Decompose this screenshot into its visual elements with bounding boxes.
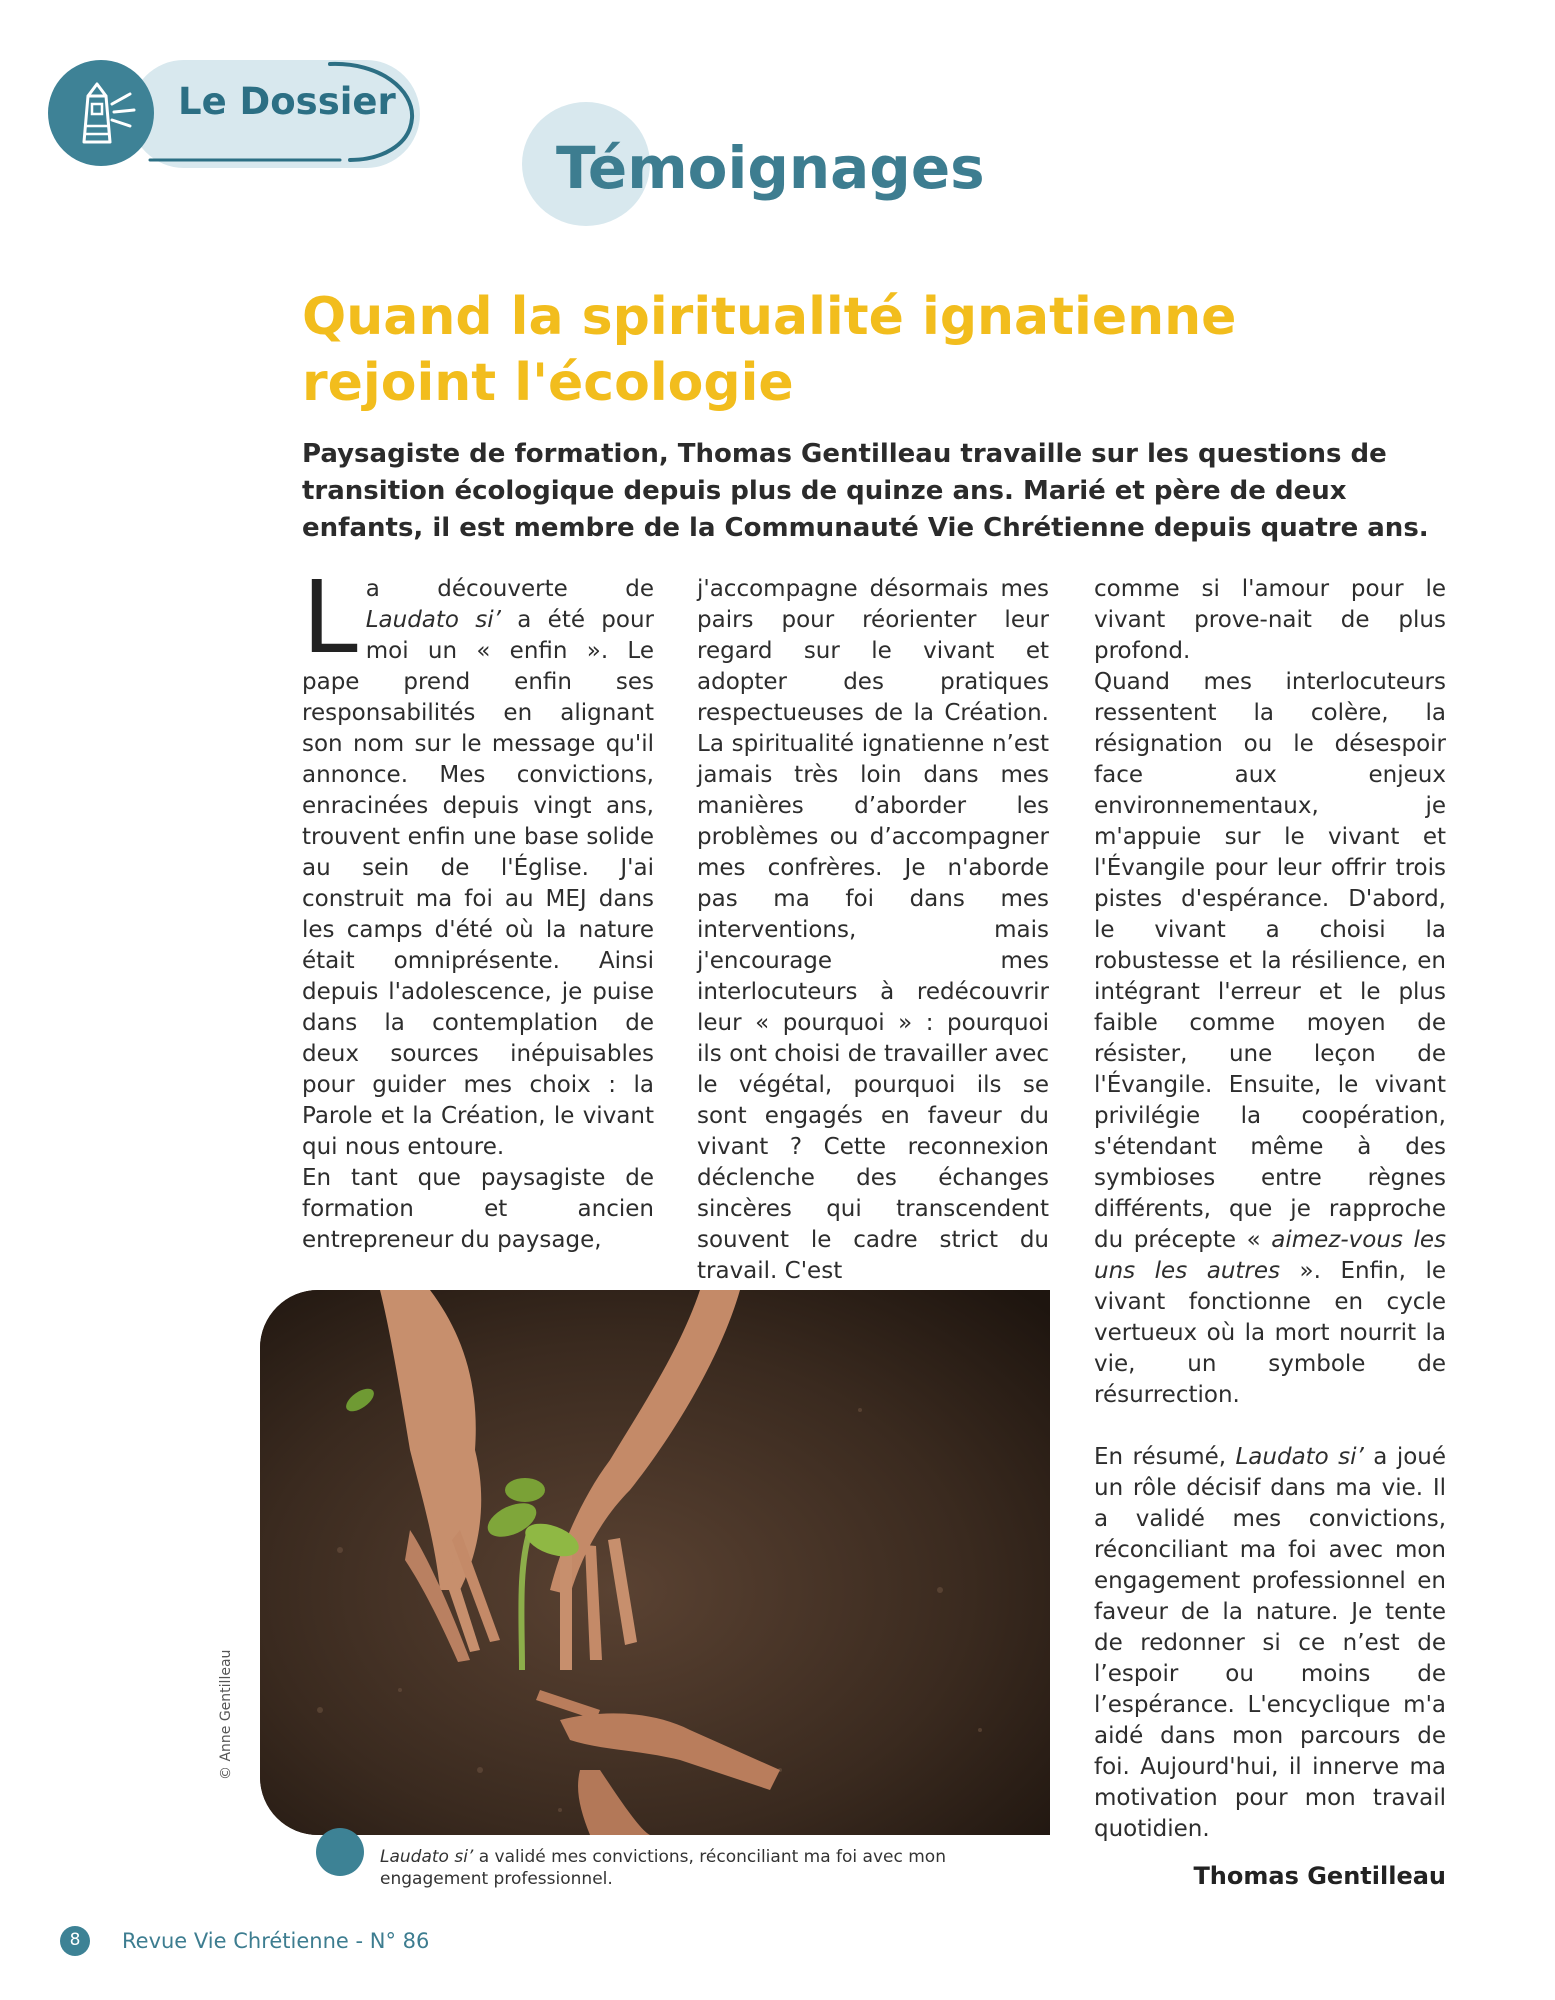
article-lede: Paysagiste de formation, Thomas Gentilleau travaille sur les questions de transition écologique depuis plus de quinze ans. Marié et père de deux enfants, il est membre de la Communauté Vie Chrétienne depuis quatre ans. bbox=[302, 439, 1429, 543]
paragraph: j'accompagne désormais mes pairs pour réorienter leur regard sur le vivant et adopter des pratiques respectueuses de la Création. La spiritualité ignatienne n’est jamais très loin dans mes manières d’aborder les problèmes ou d’accompagner mes confrères. Je n'aborde pas ma foi dans mes interventions, mais j'encourage mes interlocuteurs à redécouvrir leur « pourquoi » : pourquoi ils ont choisi de travailler avec le végétal, pourquoi ils se sont engagés en faveur du vivant ? Cette reconnexion déclenche des échanges sincères qui transcendent souvent le cadre strict du travail. C'est bbox=[697, 576, 1049, 1284]
photo-caption bbox=[380, 1846, 1020, 1890]
paragraph bbox=[302, 559, 654, 1163]
paragraph: comme si l'amour pour le vivant prove-nait de plus profond. bbox=[1094, 576, 1446, 664]
article-column-1 bbox=[302, 559, 654, 1256]
paragraph: En tant que paysagiste de formation et ancien entrepreneur du paysage, bbox=[302, 1165, 654, 1253]
paragraph bbox=[1094, 1442, 1446, 1845]
page-number: 8 bbox=[69, 1930, 81, 1950]
lighthouse-icon bbox=[48, 60, 154, 166]
text: a validé mes convictions, réconciliant ma foi avec mon engagement professionnel. bbox=[380, 1847, 946, 1889]
section-title: Témoignages bbox=[556, 134, 985, 202]
article-column-2 bbox=[697, 574, 1049, 1287]
lighthouse-logo bbox=[48, 60, 154, 166]
emphasis: Laudato si’ bbox=[365, 607, 501, 633]
author-signature: Thomas Gentilleau bbox=[1193, 1862, 1446, 1890]
paragraph bbox=[1094, 667, 1446, 1411]
article-headline bbox=[302, 284, 1422, 416]
photo-credit: © Anne Gentilleau bbox=[218, 1649, 234, 1780]
headline-line-2: rejoint l'écologie bbox=[302, 353, 794, 413]
paragraph-gap bbox=[1094, 1411, 1446, 1442]
emphasis: aimez-vous les uns les autres bbox=[1094, 1227, 1446, 1284]
publication-name: Revue Vie Chrétienne - N° 86 bbox=[122, 1929, 430, 1953]
caption-dot bbox=[316, 1828, 364, 1876]
article-column-3 bbox=[1094, 574, 1446, 1845]
photo-hands-planting bbox=[260, 1290, 1050, 1835]
text: ». Enfin, le vivant fonctionne en cycle vertueux où la mort nourrit la vie, un symbole de résurrection. bbox=[1094, 1258, 1446, 1408]
headline-line-1: Quand la spiritualité ignatienne bbox=[302, 287, 1237, 347]
text: En résumé, bbox=[1094, 1444, 1236, 1470]
emphasis: Laudato si’ bbox=[1235, 1444, 1364, 1470]
dropcap: L bbox=[302, 559, 358, 676]
dossier-label: Le Dossier bbox=[178, 80, 396, 123]
text: a joué un rôle décisif dans ma vie. Il a validé mes convictions, réconciliant ma foi avec mon engagement professionnel en faveur de la nature. Je tente de redonner si ce n’est de l’espoir ou moins de l’espérance. L'encyclique m'a aidé dans mon parcours de foi. Aujourd'hui, il innerve ma motivation pour mon travail quotidien. bbox=[1094, 1444, 1447, 1842]
emphasis: Laudato si’ bbox=[380, 1847, 474, 1867]
text: Quand mes interlocuteurs ressentent la colère, la résignation ou le désespoir face aux enjeux environnementaux, je m'appuie sur le vivant et l'Évangile pour leur offrir trois pistes d'espérance. D'abord, le vivant a choisi la robustesse et la résilience, en intégrant l'erreur et le plus faible comme moyen de résister, une leçon de l'Évangile. Ensuite, le vivant privilégie la coopération, s'étendant même à des symbioses entre règnes différents, que je rapproche du précepte « bbox=[1094, 669, 1446, 1253]
text: a été pour moi un « enfin ». Le pape prend enfin ses responsabilités en alignant son nom sur le message qu'il annonce. Mes convictions, enracinées depuis vingt ans, trouvent enfin une base solide au sein de l'Église. J'ai construit ma foi au MEJ dans les camps d'été où la nature était omniprésente. Ainsi depuis l'adolescence, je puise dans la contemplation de deux sources inépuisables pour guider mes choix : la Parole et la Création, le vivant qui nous entoure. bbox=[302, 607, 654, 1160]
text: a découverte de bbox=[365, 576, 654, 602]
